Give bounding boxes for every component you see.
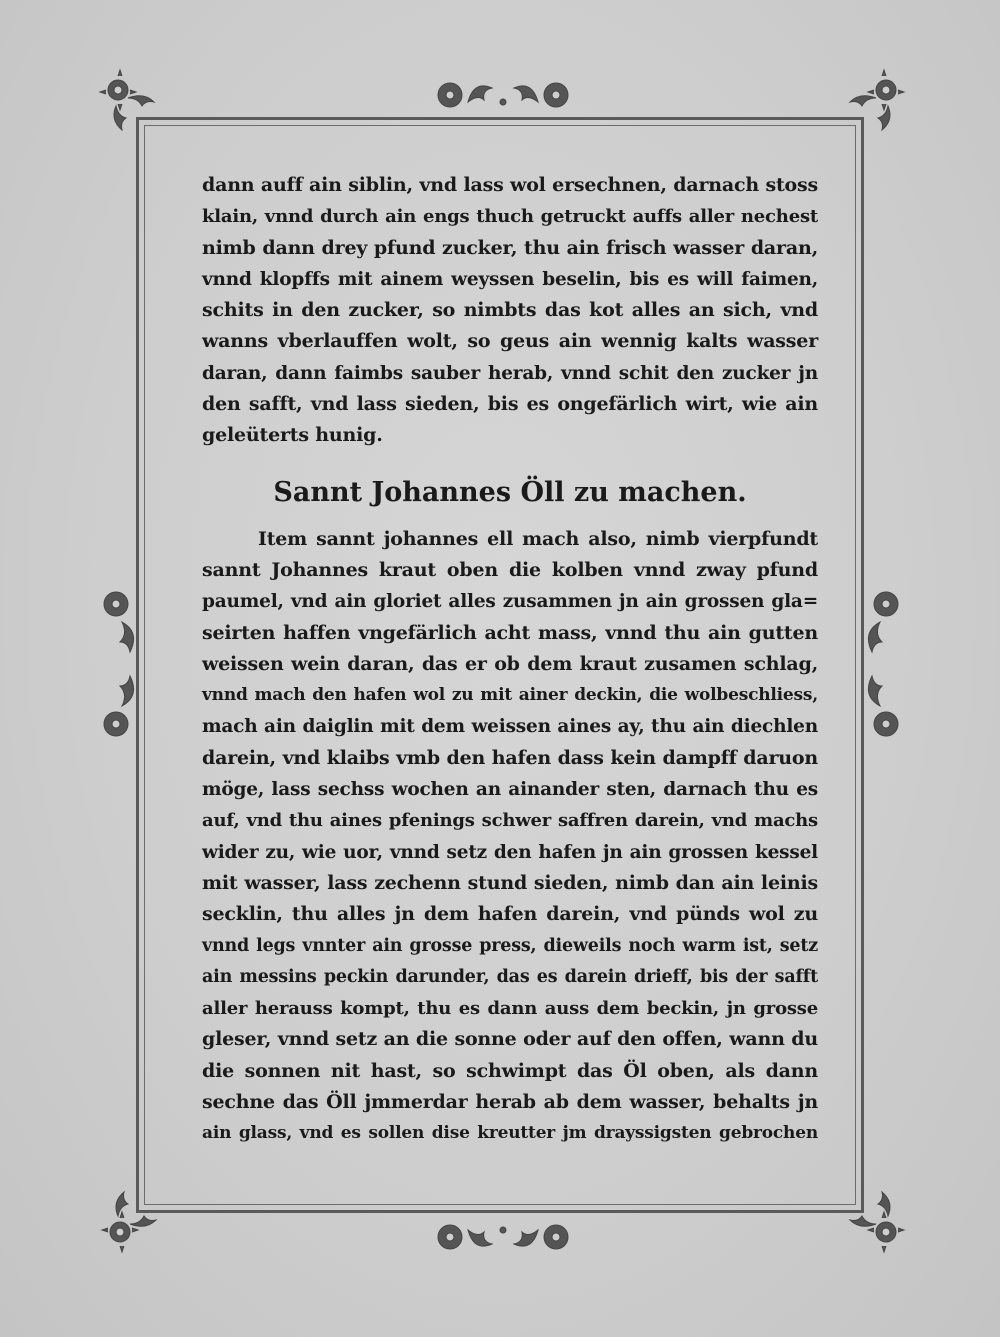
text-line: paumel, vnd ain gloriet alles zusammen jn ain grossen gla= — [202, 591, 818, 613]
text-line: vnnd legs vnnter ain grosse press, dieweils noch warm ist, setz — [202, 935, 818, 956]
flower-scroll-ornament-icon — [860, 584, 904, 744]
text-line: vnnd klopffs mit ainem weyssen beselin, bis es will faimen, — [202, 268, 818, 290]
text-line: schits in den zucker, so nimbts das kot alles an sich, vnd — [202, 299, 818, 322]
text-line: geleüterts hunig. — [202, 424, 383, 447]
text-line: weissen wein daran, das er ob dem kraut zusamen schlag, — [202, 652, 818, 675]
flower-scroll-ornament-icon — [838, 62, 908, 134]
page-text — [202, 170, 818, 1150]
text-line: möge, lass sechss wochen an ainander sten, darnach thu es — [202, 779, 818, 801]
flower-scroll-ornament-icon — [98, 584, 142, 744]
text-line: seirten haffen vngefärlich acht mass, vnnd thu ain gutten — [202, 621, 818, 644]
text-line: secklin, thu alles jn dem hafen darein, vnd pünds wol zu — [202, 903, 818, 926]
section-heading: Sannt Johannes Öll zu machen. — [273, 476, 747, 508]
text-line: sannt Johannes kraut oben die kolben vnnd zway pfund — [202, 558, 818, 581]
flower-scroll-ornament-icon — [838, 1188, 908, 1260]
text-line: ain messins peckin darunder, das es darein drieff, bis der safft — [202, 966, 818, 987]
text-line: den safft, vnd lass sieden, bis es ongefärlich wirt, wie ain — [202, 393, 818, 416]
text-line: wanns vberlauffen wolt, so geus ain wennig kalts wasser — [202, 330, 818, 353]
text-line: darein, vnd klaibs vmb den hafen dass kein dampff daruon — [202, 746, 818, 769]
text-line: wider zu, wie uor, vnnd setz den hafen jn ain grossen kessel — [202, 841, 818, 863]
text-line: mach ain daiglin mit dem weissen aines ay, thu ain diechlen — [202, 716, 818, 738]
text-line: die sonnen nit hast, so schwimpt das Öl oben, als dann — [202, 1059, 818, 1082]
text-line: nimb dann drey pfund zucker, thu ain frisch wasser daran, — [202, 236, 818, 259]
text-line: dann auff ain siblin, vnd lass wol ersechnen, darnach stoss — [202, 174, 818, 196]
flower-scroll-ornament-icon — [96, 62, 166, 134]
text-line: klain, vnnd durch ain engs thuch getruckt auffs aller nechest — [202, 206, 818, 228]
text-line: auf, vnd thu aines pfenings schwer saffren darein, vnd machs — [202, 810, 818, 832]
flower-scroll-ornament-icon — [428, 72, 578, 118]
text-line: ain glass, vnd es sollen dise kreutter jm drayssigsten gebrochen — [202, 1123, 818, 1144]
text-line: aller herauss kompt, thu es dann auss dem beckin, jn grosse — [202, 998, 818, 1020]
text-line: Item sannt johannes ell mach also, nimb vierpfundt — [258, 527, 818, 550]
text-line: daran, dann faimbs sauber herab, vnnd schit den zucker jn — [202, 362, 818, 384]
text-line: sechne das Öll jmmerdar herab ab dem wasser, behalts jn — [202, 1091, 818, 1114]
flower-scroll-ornament-icon — [98, 1188, 168, 1260]
text-line: vnnd mach den hafen wol zu mit ainer deckin, die wolbeschliess, — [202, 685, 818, 706]
text-line: gleser, vnnd setz an die sonne oder auf den offen, wann du — [202, 1028, 818, 1051]
text-line: mit wasser, lass zechenn stund sieden, nimb dan ain leinis — [202, 871, 818, 894]
flower-scroll-ornament-icon — [428, 1214, 578, 1260]
